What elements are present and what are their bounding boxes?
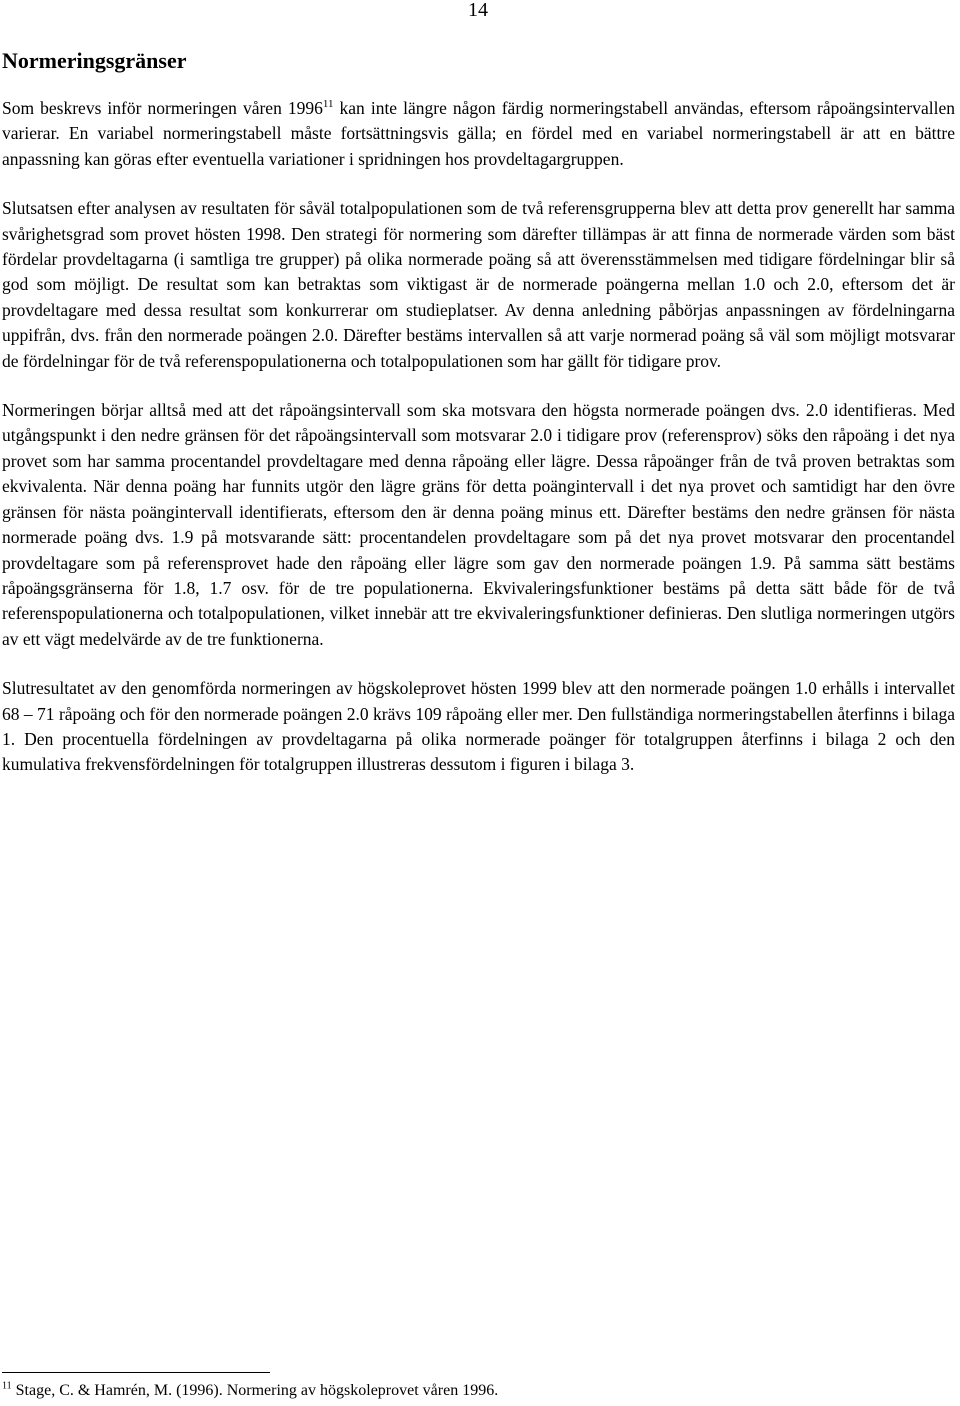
paragraph-1: [2, 96, 955, 172]
paragraph-4: Slutresultatet av den genomförda normeringen av högskoleprovet hösten 1999 blev att den normerade poängen 1.0 erhålls i intervallet 68 – 71 råpoäng och för den normerade poängen 2.0 krävs 109 råpoäng eller mer. Den fullständiga normeringstabellen återfinns i bilaga 1. Den procentuella fördelningen av provdeltagarna på olika normerade poänger för totalgruppen återfinns i bilaga 2 och den kumulativa frekvensfördelningen för totalgruppen illustreras dessutom i figuren i bilaga 3.: [2, 678, 955, 775]
paragraph-1-start: Som beskrevs inför normeringen våren 1996: [2, 98, 323, 118]
section-heading: Normeringsgränser: [2, 48, 187, 73]
paragraph-1-rest: kan inte längre någon färdig normeringstabell användas, eftersom råpoängsintervallen varierar. En variabel normeringstabell måste fortsättningsvis gälla; en fördel med en variabel normeringstabell är att en bättre anpassning kan göras efter eventuella variationer i spridningen hos provdeltagargruppen.: [2, 98, 955, 169]
footnote-text: Stage, C. & Hamrén, M. (1996). Normering av högskoleprovet våren 1996.: [11, 1382, 499, 1399]
paragraph-2: Slutsatsen efter analysen av resultaten för såväl totalpopulationen som de två referensgrupperna blev att detta prov generellt har samma svårighetsgrad som provet hösten 1998. Den strategi för normering som därefter tillämpas är att finna de normerade värden som bäst fördelar provdeltagarna (i samtliga tre grupper) på olika normerade poäng så att överensstämmelsen med tidigare fördelningar blir så god som möjligt. De resultat som kan betraktas som viktigast är de normerade poängerna mellan 1.0 och 2.0, eftersom det är provdeltagare med dessa resultat som konkurrerar om studieplatser. Av denna anledning påbörjas anpassningen av fördelningarna uppifrån, dvs. från den normerade poängen 2.0. Därefter bestäms intervallen så att varje normerad poäng så väl som möjligt motsvarar de fördelningar för de två referenspopulationerna och totalpopulationen som har gällt för tidigare prov.: [2, 198, 955, 371]
footnote: [2, 1381, 498, 1401]
footnote-separator: [2, 1372, 270, 1373]
footnote-reference: 11: [322, 98, 334, 111]
footnote-number: 11: [2, 1380, 12, 1392]
paragraph-3: Normeringen börjar alltså med att det råpoängsintervall som ska motsvara den högsta normerade poängen dvs. 2.0 identifieras. Med utgångspunkt i den nedre gränsen för det råpoängsintervall som motsvarar 2.0 i tidigare prov (referensprov) söks den råpoäng i det nya provet som har samma procentandel provdeltagare med denna råpoäng eller lägre. Dessa råpoänger från de två proven betraktas som ekvivalenta. När denna poäng har funnits utgör den lägre gräns för detta poängintervall i det nya provet och samtidigt har den övre gränsen för nästa poängintervall identifierats, eftersom den är denna poäng minus ett. Därefter bestäms den nedre gränsen för nästa normerade poäng dvs. 1.9 på motsvarande sätt: procentandelen provdeltagare som på det nya provet motsvarar den procentandel provdeltagare som på referensprovet hade den råpoäng eller lägre som gav den normerade poängen 1.9. På samma sätt bestäms råpoängsgränserna för 1.8, 1.7 osv. för de tre populationerna. Ekvivaleringsfunktioner bestäms på detta sätt både för de två referenspopulationerna och totalpopulationen, vilket innebär att tre ekvivaleringsfunktioner definieras. Den slutliga normeringen utgörs av ett vägt medelvärde av de tre funktionerna.: [2, 400, 955, 649]
body-text: [2, 96, 955, 802]
page-number: 14: [468, 0, 488, 21]
